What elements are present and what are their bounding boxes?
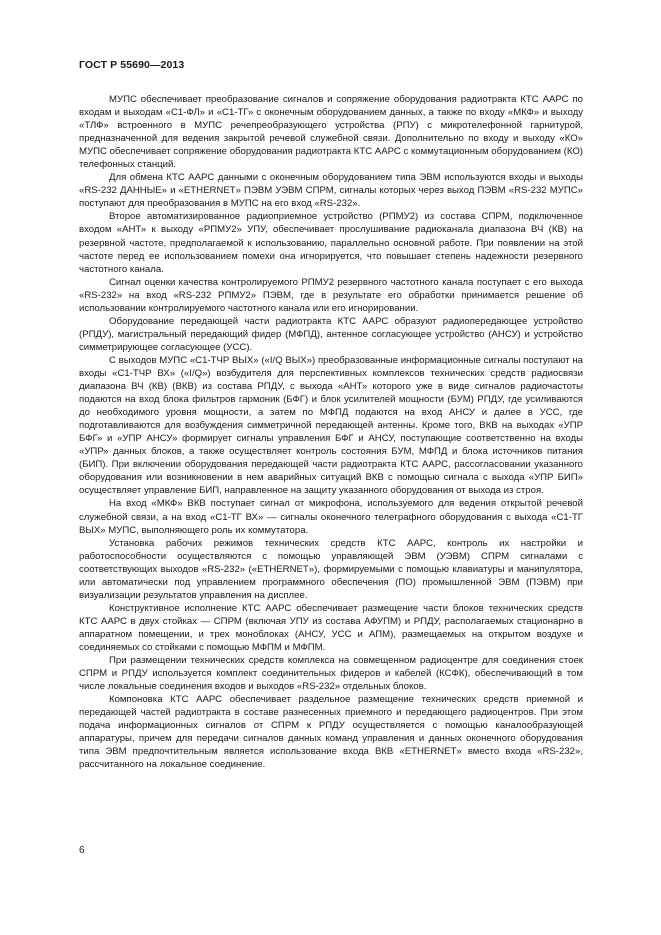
paragraph: С выходов МУПС «С1-ТЧР ВЫХ» («I/Q ВЫХ») преобразованные информационные сигналы поступают на входы «С1-ТЧР ВХ» («I/Q») возбудителя для перспективных комплексов технических средств радиосвязи диапазона ВЧ (КВ) (ВКВ) из состава РПДУ, с выхода «АНТ» которого уже в виде сигналов радиочастоты подаются на вход блока фильтров гармоник (БФГ) и блок усилителей мощности (БУМ) РПДУ, где усиливаются до необходимого уровня мощности, а затем по МФПД подаются на вход АНСУ и далее в УСС, где подготавливаются для возбуждения симметричной передающей антенны. Кроме того, ВКВ на выходах «УПР БФГ» и «УПР АНСУ» формирует сигналы управления БФГ и АНСУ, поступающие соответственно на входы «УПР» данных блоков, а также осуществляет контроль состояния БУМ, МФПД и блока источников питания (БИП). При включении оборудования передающей части радиотракта КТС ААРС, рассогласовании указанного оборудования или возникновении в нем аварийных ситуаций ВКВ с помощью сигнала с выхода «УПР БИП» осуществляет управление БИП, направленное на защиту указанного оборудования от выхода из строя. (79, 354, 583, 497)
document-body (79, 93, 583, 771)
paragraph: МУПС обеспечивает преобразование сигналов и сопряжение оборудования радиотракта КТС ААРС по входам и выходам «С1-ФЛ» и «С1-ТГ» с оконечным оборудованием данных, а также по входу «МКФ» и выходу «ТЛФ» встроенного в МУПС речепреобразующего устройства (РПУ) с микротелефонной гарнитурой, предназначенной для ведения закрытой речевой служебной связи. Дополнительно по входу и выходу «КО» МУПС обеспечивает сопряжение оборудования радиотракта КТС ААРС с коммутационным оборудованием (КО) телефонных станций. (79, 94, 583, 171)
paragraph: Для обмена КТС ААРС данными с оконечным оборудованием типа ЭВМ используются входы и выходы «RS-232 ДАННЫЕ» и «ETHERNET» ПЭВМ УЭВМ СПРМ, сигналы которых через выход ПЭВМ «RS-232 МУПС» поступают для преобразования в МУПС на его вход «RS-232». (79, 172, 583, 210)
page-number: 6 (79, 845, 85, 856)
paragraph: При размещении технических средств комплекса на совмещенном радиоцентре для соединения стоек СПРМ и РПДУ используется комплект соединительных фидеров и кабелей (КСФК), обеспечивающий в том числе локальные соединения входов и выходов «RS-232» отдельных блоков. (79, 655, 583, 693)
paragraph: Второе автоматизированное радиоприемное устройство (РПМУ2) из состава СПРМ, подключенное входом «АНТ» к выходу «РПМУ2» УПУ, обеспечивает прослушивание радиоканала диапазона ВЧ (КВ) на резервной частоте, предполагаемой к использованию, параллельно основной работе. При появлении на этой частоте перед ее использованием помехи она игнорируется, что повышает степень надежности резервного частотного канала. (79, 211, 583, 275)
paragraph: Конструктивное исполнение КТС ААРС обеспечивает размещение части блоков технических средств КТС ААРС в двух стойках — СПРМ (включая УПУ из состава АФУПМ) и РПДУ, располагаемых стационарно в аппаратном помещении, и трех моноблоках (АНСУ, УСС и АПМ), размещаемых на открытом воздухе и соединяемых со стойками с помощью МФПМ и МФПМ. (79, 602, 583, 653)
standard-header: ГОСТ Р 55690—2013 (79, 59, 185, 71)
paragraph: Установка рабочих режимов технических средств КТС ААРС, контроль их настройки и работоспособности осуществляются с помощью управляющей ЭВМ (УЭВМ) СПРМ сигналами с соответствующих выходов «RS-232» («ETHERNET»), формируемыми с помощью клавиатуры и манипулятора, или автоматически под управлением программного обеспечения (ПО) промышленной ЭВМ (ПЭВМ) при визуализации результатов управления на дисплее. (79, 537, 583, 601)
paragraph: Оборудование передающей части радиотракта КТС ААРС образуют радиопередающее устройство (РПДУ), магистральный передающий фидер (МФПД), антенное согласующее устройство (АНСУ) и устройство симметрирующее согласующее (УСС). (79, 315, 583, 353)
paragraph: На вход «МКФ» ВКВ поступает сигнал от микрофона, используемого для ведения открытой речевой служебной связи, а на вход «С1-ТГ ВХ» — сигналы оконечного телеграфного оборудования с выхода «С1-ТГ ВЫХ» МУПС, выполняющего роль их коммутатора. (79, 498, 583, 536)
paragraph: Компоновка КТС ААРС обеспечивает раздельное размещение технических средств приемной и передающей частей радиотракта в составе разнесенных приемного и передающего радиоцентров. При этом подача информационных сигналов от СПРМ к РПДУ осуществляется с помощью каналообразующей аппаратуры, причем для передачи сигналов данных команд управления и данных оконечного оборудования типа ЭВМ предпочтительным является использование входа ВКВ «ETHERNET» вместо входа «RS-232», рассчитанного на локальное соединение. (79, 694, 583, 771)
paragraph: Сигнал оценки качества контролируемого РПМУ2 резервного частотного канала поступает с его выхода «RS-232» на вход «RS-232 РПМУ2» ПЭВМ, где в результате его обработки принимается решение об использовании контролируемого частотного канала или его игнорировании. (79, 276, 583, 314)
